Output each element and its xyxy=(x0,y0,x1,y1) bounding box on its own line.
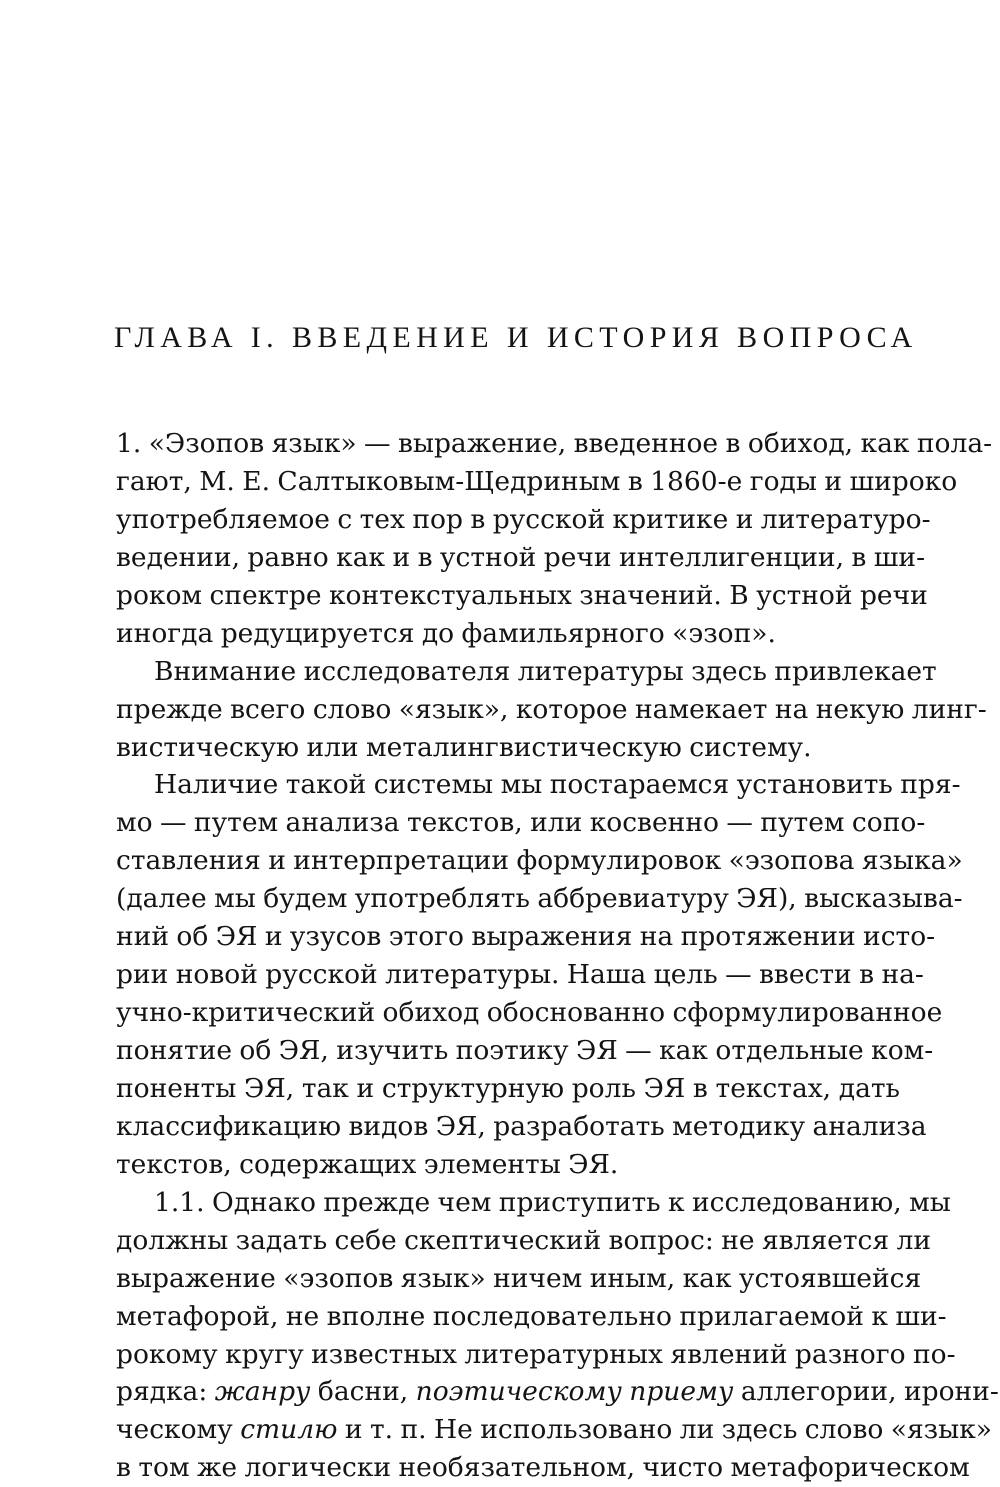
text-line-italic-b xyxy=(116,1411,992,1449)
text-run: рядка: xyxy=(116,1376,215,1408)
text-line: рокому кругу известных литературных явлений разного по- xyxy=(116,1338,956,1370)
text-line: ставления и интерпретации формулировок «эзопова языка» xyxy=(116,845,963,877)
text-line: поненты ЭЯ, так и структурную роль ЭЯ в текстах, дать xyxy=(116,1072,900,1104)
text-line: иногда редуцируется до фамильярного «эзоп». xyxy=(116,617,776,649)
text-line: должны задать себе скептический вопрос: не является ли xyxy=(116,1224,931,1256)
italic-term-genre: жанру xyxy=(214,1376,311,1408)
body-text xyxy=(116,425,999,1487)
text-line: учно-критический обиход обоснованно сформулированное xyxy=(116,997,943,1029)
text-line: употребляемое с тех пор в русской критике и литературо- xyxy=(116,503,931,535)
chapter-title: ГЛАВА I. ВВЕДЕНИЕ И ИСТОРИЯ ВОПРОСА xyxy=(114,321,918,354)
text-line: роком спектре контекстуальных значений. В устной речи xyxy=(116,579,928,611)
text-line: Внимание исследователя литературы здесь привлекает xyxy=(154,655,937,687)
text-line: (далее мы будем употреблять аббревиатуру ЭЯ), высказыва- xyxy=(116,883,963,915)
text-line: текстов, содержащих элементы ЭЯ. xyxy=(116,1148,619,1180)
text-line: мо — путем анализа текстов, или косвенно — путем сопо- xyxy=(116,807,926,839)
text-line: ний об ЭЯ и узусов этого выражения на протяжении исто- xyxy=(116,921,936,953)
text-line: Наличие такой системы мы постараемся установить пря- xyxy=(154,769,961,801)
text-line: метафорой, не вполне последовательно прилагаемой к ши- xyxy=(116,1300,947,1332)
italic-term-device: поэтическому приему xyxy=(415,1376,734,1408)
text-line: 1. «Эзопов язык» — выражение, введенное в обиход, как пола- xyxy=(116,428,993,459)
text-line: понятие об ЭЯ, изучить поэтику ЭЯ — как отдельные ком- xyxy=(116,1035,934,1066)
text-line: гают, М. Е. Салтыковым-Щедриным в 1860-е годы и широко xyxy=(116,465,958,497)
text-line: выражение «эзопов язык» ничем иным, как устоявшейся xyxy=(116,1262,922,1294)
italic-term-style: стилю xyxy=(240,1414,338,1446)
text-line: ведении, равно как и в устной речи интеллигенции, в ши- xyxy=(116,541,926,573)
text-run: басни, xyxy=(310,1376,416,1408)
text-run: ческому xyxy=(116,1414,241,1446)
text-line: в том же логически необязательном, чисто метафорическом xyxy=(116,1452,970,1484)
text-line: вистическую или металингвистическую систему. xyxy=(116,731,812,763)
text-line: 1.1. Однако прежде чем приступить к исследованию, мы xyxy=(154,1186,951,1218)
text-run: аллегории, ирони- xyxy=(733,1376,999,1408)
text-line-italic-a xyxy=(116,1373,999,1411)
text-run: и т. п. Не использовано ли здесь слово «язык» xyxy=(337,1414,992,1446)
text-line: классификацию видов ЭЯ, разработать методику анализа xyxy=(116,1110,927,1142)
text-line: рии новой русской литературы. Наша цель — ввести в на- xyxy=(116,959,924,991)
text-line: прежде всего слово «язык», которое намекает на некую линг- xyxy=(116,693,987,725)
